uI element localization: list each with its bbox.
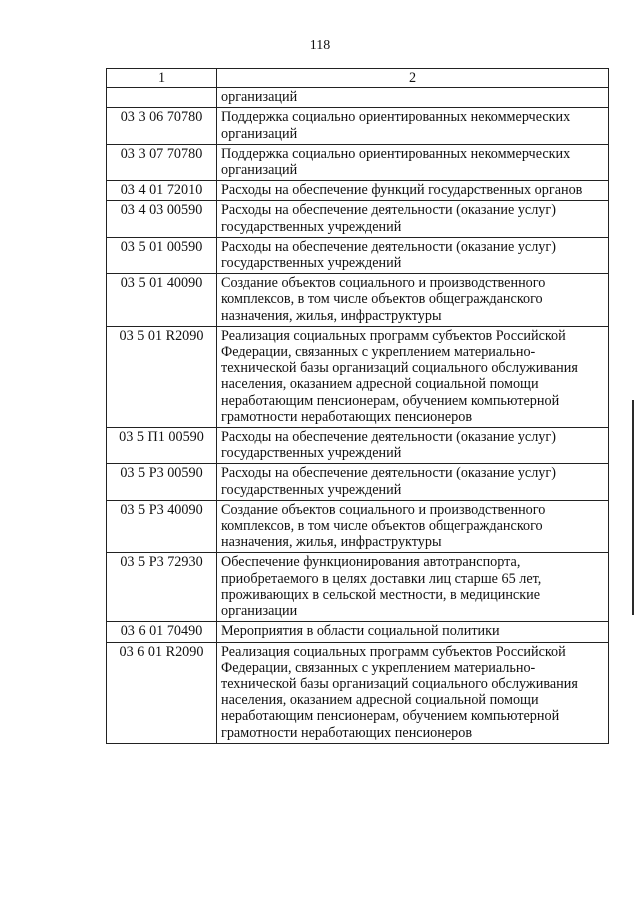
row-description: организаций	[217, 88, 609, 108]
row-code: 03 5 P3 40090	[107, 500, 217, 553]
row-description: Расходы на обеспечение функций государственных органов	[217, 181, 609, 201]
row-description: Поддержка социально ориентированных некоммерческих организаций	[217, 108, 609, 144]
row-code: 03 3 07 70780	[107, 144, 217, 180]
scan-edge-mark	[632, 400, 634, 615]
row-code: 03 4 03 00590	[107, 201, 217, 237]
row-code: 03 5 01 R2090	[107, 326, 217, 427]
row-code: 03 5 P3 72930	[107, 553, 217, 622]
table-row	[107, 144, 609, 180]
column-header-description: 2	[217, 69, 609, 88]
table-row	[107, 108, 609, 144]
table-row	[107, 237, 609, 273]
row-description: Создание объектов социального и производственного комплексов, в том числе объектов общегражданского назначения, жилья, инфраструктуры	[217, 274, 609, 327]
row-code: 03 6 01 70490	[107, 622, 217, 642]
page-number: 118	[309, 38, 331, 53]
table-row	[107, 201, 609, 237]
row-description: Мероприятия в области социальной политики	[217, 622, 609, 642]
row-code	[107, 88, 217, 108]
table-row	[107, 464, 609, 500]
table-row	[107, 181, 609, 201]
table-row	[107, 500, 609, 553]
column-header-code: 1	[107, 69, 217, 88]
row-description: Обеспечение функционирования автотранспорта, приобретаемого в целях доставки лиц старше 65 лет, проживающих в сельской местности, в медицинские организации	[217, 553, 609, 622]
table-row	[107, 622, 609, 642]
row-description: Расходы на обеспечение деятельности (оказание услуг) государственных учреждений	[217, 237, 609, 273]
row-description: Реализация социальных программ субъектов Российской Федерации, связанных с укреплением материально-технической базы организаций социального обслуживания населения, оказанием адресной социальной помощи неработающим пенсионерам, обучением компьютерной грамотности неработающих пенсионеров	[217, 326, 609, 427]
row-description: Создание объектов социального и производственного комплексов, в том числе объектов общегражданского назначения, жилья, инфраструктуры	[217, 500, 609, 553]
row-code: 03 4 01 72010	[107, 181, 217, 201]
row-code: 03 5 01 00590	[107, 237, 217, 273]
row-description: Реализация социальных программ субъектов Российской Федерации, связанных с укреплением материально-технической базы организаций социального обслуживания населения, оказанием адресной социальной помощи неработающим пенсионерам, обучением компьютерной грамотности неработающих пенсионеров	[217, 642, 609, 743]
row-description: Поддержка социально ориентированных некоммерческих организаций	[217, 144, 609, 180]
table-row	[107, 326, 609, 427]
table-row	[107, 642, 609, 743]
row-code: 03 5 П1 00590	[107, 428, 217, 464]
budget-code-table	[106, 68, 609, 744]
table-header-row	[107, 69, 609, 88]
table-row	[107, 428, 609, 464]
row-description: Расходы на обеспечение деятельности (оказание услуг) государственных учреждений	[217, 201, 609, 237]
table-row	[107, 553, 609, 622]
row-code: 03 5 P3 00590	[107, 464, 217, 500]
row-code: 03 5 01 40090	[107, 274, 217, 327]
row-code: 03 3 06 70780	[107, 108, 217, 144]
row-description: Расходы на обеспечение деятельности (оказание услуг) государственных учреждений	[217, 428, 609, 464]
row-code: 03 6 01 R2090	[107, 642, 217, 743]
table-row	[107, 88, 609, 108]
table-row	[107, 274, 609, 327]
row-description: Расходы на обеспечение деятельности (оказание услуг) государственных учреждений	[217, 464, 609, 500]
